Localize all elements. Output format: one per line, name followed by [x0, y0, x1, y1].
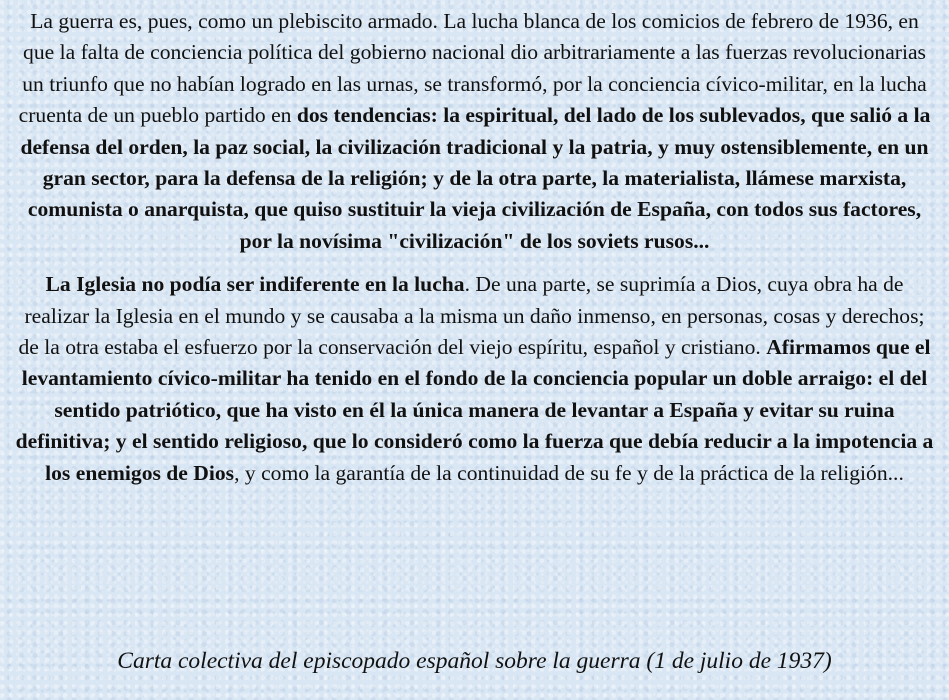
paragraph-2-bold-lead: La Iglesia no podía ser indiferente en la lucha: [45, 272, 465, 297]
paragraph-1-text: La guerra es, pues, como un plebiscito armado. La lucha blanca de los comicios de febrero de 1936, en que la falta de conciencia política del gobierno nacional dio arbitrariamente a las fuerzas revolucionarias un triunfo que no habían logrado en las urnas, se transformó, por la conciencia cívico-militar, en la lucha cruenta de un pueblo partido en: [18, 9, 927, 128]
source-citation: Carta colectiva del episcopado español sobre la guerra (1 de julio de 1937): [117, 648, 832, 674]
paragraph-2-bold-statement: Afirmamos que el levantamiento cívico-militar ha tenido en el fondo de la conciencia popular un doble arraigo: el del sentido patriótico, que ha visto en él la única manera de levantar a España y evitar su ruina definitiva; y el sentido religioso, que lo consideró como la fuerza que debía reducir a la impotencia a los enemigos de Dios: [15, 335, 934, 485]
paragraph-2: [12, 269, 937, 489]
paragraph-2-closing-text: , y como la garantía de la continuidad de su fe y de la práctica de la religión...: [234, 460, 904, 485]
paragraph-1: [12, 6, 937, 257]
paragraph-2-text: . De una parte, se suprimía a Dios, cuya obra ha de realizar la Iglesia en el mundo y se causaba a la misma un daño inmenso, en personas, cosas y derechos; de la otra estaba el esfuerzo por la conservación del viejo espíritu, español y cristiano.: [18, 272, 925, 360]
paragraph-1-bold-text: dos tendencias: la espiritual, del lado de los sublevados, que salió a la defensa del orden, la paz social, la civilización tradicional y la patria, y muy ostensiblemente, en un gran sector, para la defensa de la religión; y de la otra parte, la materialista, llámese marxista, comunista o anarquista, que quiso sustituir la vieja civilización de España, con todos sus factores, por la novísima "civilización" de los soviets rusos...: [20, 103, 931, 253]
